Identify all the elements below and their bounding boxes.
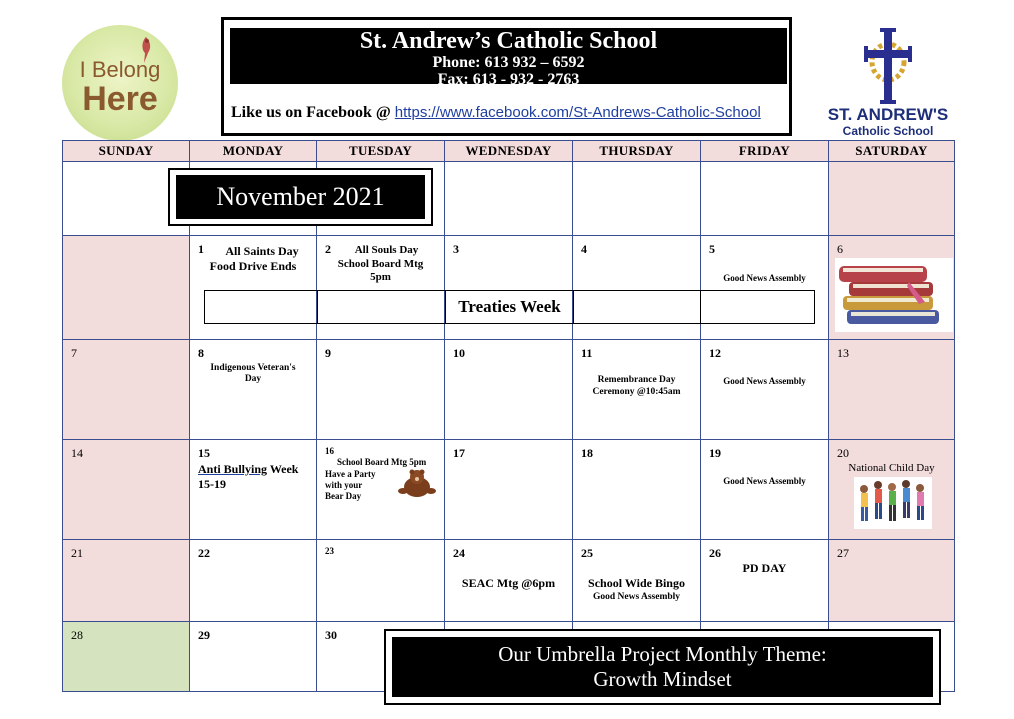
event-bear-party-3: Bear Day — [325, 491, 362, 501]
month-title: November 2021 — [176, 175, 425, 219]
day-number: 25 — [581, 546, 593, 560]
day-cell-empty — [445, 162, 573, 236]
event-national-child-day: National Child Day — [848, 462, 935, 474]
day-cell-18 — [573, 440, 701, 540]
weekday-saturday: SATURDAY — [829, 141, 955, 162]
day-number: 18 — [581, 446, 593, 460]
day-number: 22 — [198, 546, 210, 560]
event-anti-bullying-dates: 15-19 — [198, 477, 226, 491]
weekday-sunday: SUNDAY — [63, 141, 190, 162]
event-indigenous-veteran: Indigenous Veteran's — [210, 363, 296, 373]
day-cell-24 — [445, 540, 573, 622]
day-cell-27 — [829, 540, 955, 622]
day-cell-14 — [63, 440, 190, 540]
day-number: 23 — [325, 546, 334, 556]
day-number: 20 — [837, 446, 849, 460]
header-banner — [230, 28, 787, 88]
day-number: 5 — [709, 242, 715, 256]
day-cell-empty — [829, 162, 955, 236]
weekday-monday: MONDAY — [190, 141, 317, 162]
day-cell-19 — [701, 440, 829, 540]
monthly-theme-banner — [392, 637, 933, 697]
anti-bullying-week: Week — [267, 462, 299, 476]
day-number: 26 — [709, 546, 721, 560]
day-number: 7 — [71, 346, 77, 360]
event-good-news: Good News Assembly — [723, 476, 806, 486]
day-number: 29 — [198, 628, 210, 642]
event-school-wide-bingo: School Wide Bingo — [588, 576, 685, 590]
day-cell-10 — [445, 340, 573, 440]
day-cell-6 — [829, 236, 955, 340]
day-cell-21 — [63, 540, 190, 622]
logo-right-name: ST. ANDREW'S — [827, 105, 949, 124]
day-cell-26 — [701, 540, 829, 622]
day-cell-3 — [445, 236, 573, 340]
event-all-souls: All Souls Day — [354, 244, 419, 256]
day-number: 4 — [581, 242, 587, 256]
event-indigenous-veteran-day: Day — [244, 374, 262, 384]
facebook-label: Like us on Facebook @ — [231, 104, 391, 121]
event-bear-party-1: Have a Party — [325, 469, 376, 479]
day-cell-7 — [63, 340, 190, 440]
event-anti-bullying — [198, 462, 298, 477]
event-bear-party-2: with your — [325, 480, 363, 490]
day-number: 10 — [453, 346, 465, 360]
anti-bullying-text: Anti Bullying — [198, 462, 268, 476]
event-remembrance-ceremony: Ceremony @10:45am — [592, 387, 681, 397]
day-number: 28 — [71, 628, 83, 642]
weekday-thursday: THURSDAY — [573, 141, 701, 162]
day-cell-17 — [445, 440, 573, 540]
day-cell-20 — [829, 440, 955, 540]
day-number: 15 — [198, 446, 210, 460]
day-cell-16 — [317, 440, 445, 540]
day-cell-8 — [190, 340, 317, 440]
cross-wreath-icon — [858, 26, 918, 106]
school-name: St. Andrew’s Catholic School — [359, 28, 658, 54]
day-cell-11 — [573, 340, 701, 440]
day-cell-1 — [190, 236, 317, 340]
monthly-theme-box — [384, 629, 941, 705]
theme-line1: Our Umbrella Project Monthly Theme: — [498, 642, 827, 666]
day-number: 19 — [709, 446, 721, 460]
facebook-link[interactable]: https://www.facebook.com/St-Andrews-Catholic-School — [394, 104, 761, 121]
st-andrews-logo — [818, 24, 958, 140]
event-food-drive: Food Drive Ends — [209, 259, 297, 273]
day-number: 24 — [453, 546, 465, 560]
day-cell-13 — [829, 340, 955, 440]
day-number: 21 — [71, 546, 83, 560]
event-school-board: School Board Mtg — [337, 258, 424, 270]
event-good-news: Good News Assembly — [723, 376, 806, 386]
logo-left-line2: Here — [82, 80, 158, 118]
day-number: 1 — [198, 242, 204, 256]
day-number: 14 — [71, 446, 83, 460]
phone-number: Phone: 613 932 – 6592 — [432, 54, 585, 71]
day-cell-28 — [63, 622, 190, 692]
day-number: 12 — [709, 346, 721, 360]
day-number: 2 — [325, 242, 331, 256]
books-icon — [835, 258, 953, 332]
treaties-week-label: Treaties Week — [458, 297, 561, 316]
event-good-news: Good News Assembly — [723, 273, 806, 283]
day-number: 3 — [453, 242, 459, 256]
school-header — [221, 17, 792, 136]
logo-right-sub: Catholic School — [842, 124, 934, 138]
day-number: 27 — [837, 546, 849, 560]
event-good-news: Good News Assembly — [592, 592, 681, 602]
day-cell-22 — [190, 540, 317, 622]
day-cell-empty — [573, 162, 701, 236]
event-seac-mtg: SEAC Mtg @6pm — [461, 576, 556, 590]
day-number: 17 — [453, 446, 465, 460]
i-belong-here-logo — [62, 25, 178, 141]
event-pd-day: PD DAY — [742, 561, 787, 575]
logo-left-line1: I Belong — [79, 57, 161, 82]
day-cell-15 — [190, 440, 317, 540]
day-number: 13 — [837, 346, 849, 360]
event-all-saints: All Saints Day — [225, 244, 299, 258]
weekday-tuesday: TUESDAY — [317, 141, 445, 162]
day-number: 16 — [325, 446, 334, 456]
event-remembrance-day: Remembrance Day — [597, 375, 676, 385]
month-title-box — [168, 168, 433, 226]
theme-line2: Growth Mindset — [593, 667, 732, 691]
event-school-board-16: School Board Mtg 5pm — [337, 457, 427, 467]
day-number: 11 — [581, 346, 593, 360]
treaties-week-banner — [204, 290, 815, 324]
day-cell-5 — [701, 236, 829, 340]
children-jumping-icon — [854, 477, 932, 529]
fax-number: Fax: 613 - 932 - 2763 — [437, 71, 580, 88]
day-cell-2 — [317, 236, 445, 340]
day-number: 30 — [325, 628, 337, 642]
day-cell-12 — [701, 340, 829, 440]
day-cell-25 — [573, 540, 701, 622]
day-cell-empty — [701, 162, 829, 236]
bird-icon — [136, 35, 158, 65]
day-number: 6 — [837, 242, 843, 256]
day-number: 8 — [198, 346, 204, 360]
day-number: 9 — [325, 346, 331, 360]
day-cell-4 — [573, 236, 701, 340]
weekday-wednesday: WEDNESDAY — [445, 141, 573, 162]
bear-icon — [397, 469, 437, 499]
day-cell-29 — [190, 622, 317, 692]
facebook-line — [231, 104, 761, 122]
day-cell-23 — [317, 540, 445, 622]
weekday-friday: FRIDAY — [701, 141, 829, 162]
day-cell-empty — [63, 236, 190, 340]
day-cell-9 — [317, 340, 445, 440]
event-school-board-time: 5pm — [370, 271, 391, 283]
